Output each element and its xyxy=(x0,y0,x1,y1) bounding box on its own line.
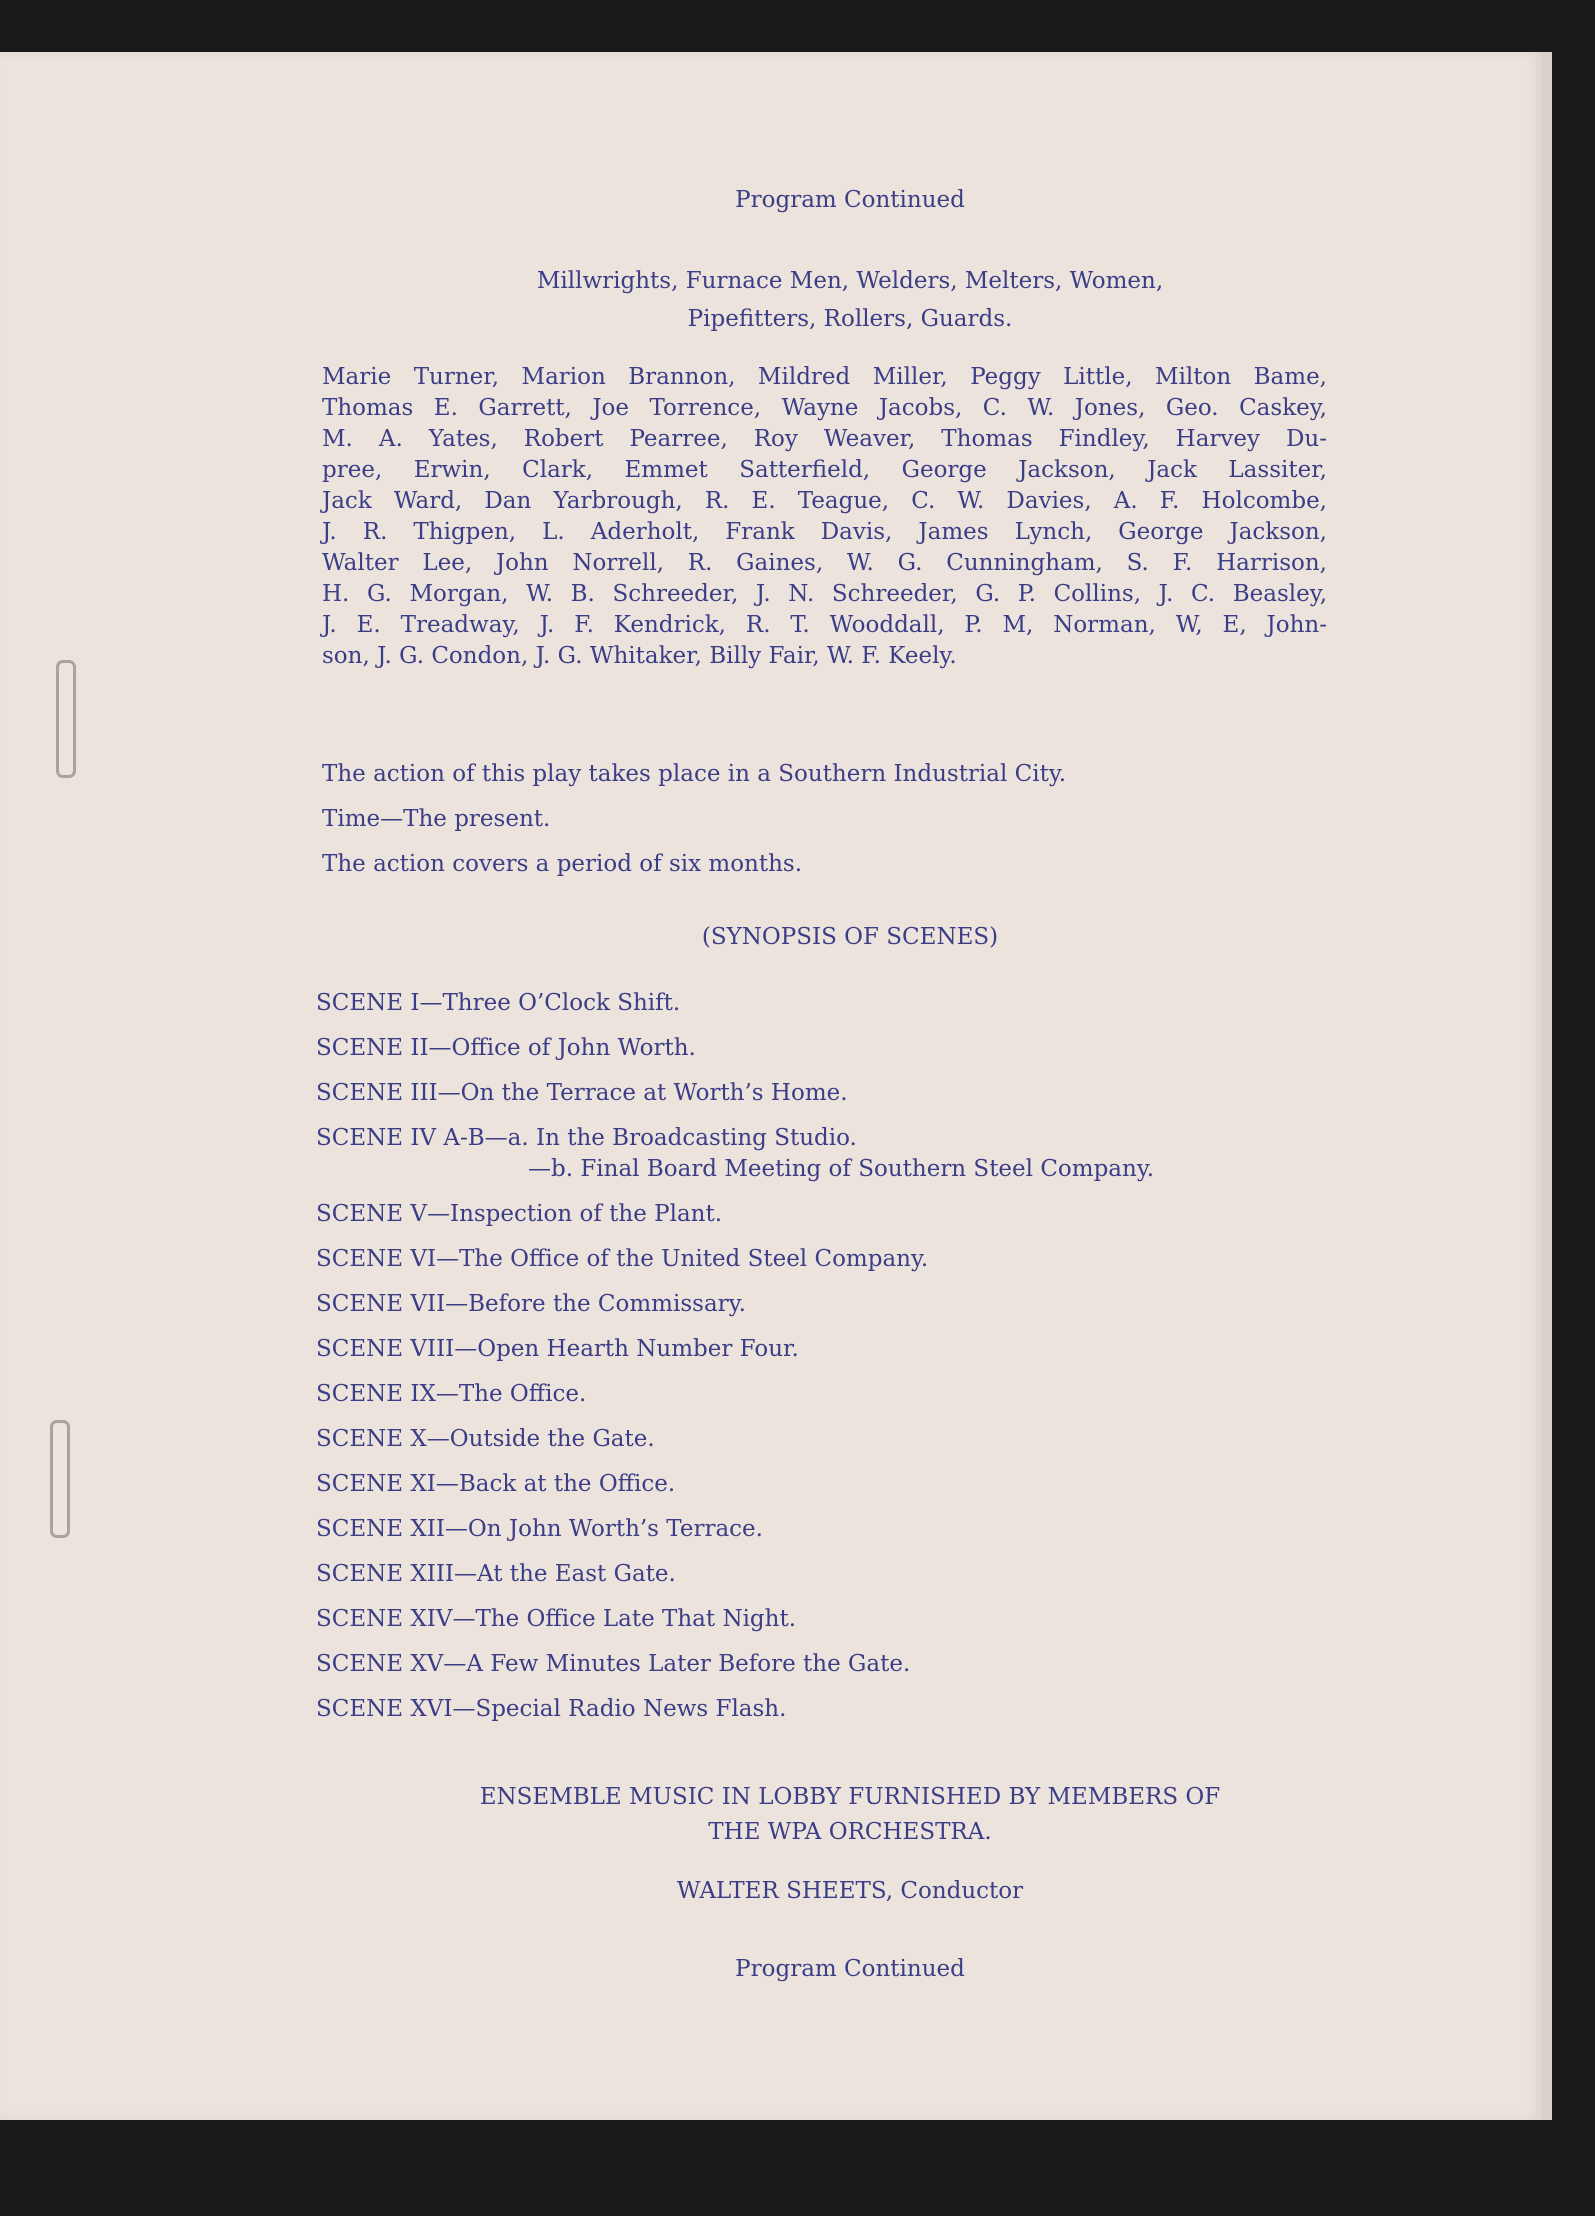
cast-line: J. R. Thigpen, L. Aderholt, Frank Davis, James Lynch, George Jackson, xyxy=(322,519,1327,545)
scene-item: SCENE VIII—Open Hearth Number Four. xyxy=(316,1336,799,1362)
setting-place: The action of this play takes place in a Southern Industrial City. xyxy=(322,761,1067,787)
scene-subitem: —b. Final Board Meeting of Southern Steel Company. xyxy=(528,1156,1155,1182)
music-line-1: ENSEMBLE MUSIC IN LOBBY FURNISHED BY MEMBERS OF xyxy=(479,1784,1221,1810)
scene-item: SCENE XIII—At the East Gate. xyxy=(316,1561,676,1587)
cast-line: H. G. Morgan, W. B. Schreeder, J. N. Schreeder, G. P. Collins, J. C. Beasley, xyxy=(322,581,1327,607)
cast-line: Marie Turner, Marion Brannon, Mildred Miller, Peggy Little, Milton Bame, xyxy=(322,364,1327,390)
page-footer: Program Continued xyxy=(735,1956,965,1982)
roles-line-1: Millwrights, Furnace Men, Welders, Melters, Women, xyxy=(536,268,1164,294)
roles-list xyxy=(0,262,1595,338)
music-line-2: THE WPA ORCHESTRA. xyxy=(708,1819,992,1845)
page-header: Program Continued xyxy=(735,187,965,213)
scene-item: SCENE III—On the Terrace at Worth’s Home. xyxy=(316,1080,848,1106)
scene-item-double xyxy=(316,1123,1316,1199)
scene-item: SCENE IX—The Office. xyxy=(316,1381,587,1407)
conductor-credit: WALTER SHEETS, Conductor xyxy=(676,1878,1024,1904)
setting-time: Time—The present. xyxy=(322,806,551,832)
staple-top xyxy=(56,660,76,778)
cast-line: pree, Erwin, Clark, Emmet Satterfield, George Jackson, Jack Lassiter, xyxy=(322,457,1327,483)
scene-item: SCENE XII—On John Worth’s Terrace. xyxy=(316,1516,763,1542)
synopsis-title: (SYNOPSIS OF SCENES) xyxy=(701,924,999,950)
scene-item: SCENE V—Inspection of the Plant. xyxy=(316,1201,723,1227)
scene-item: SCENE VII—Before the Commissary. xyxy=(316,1291,746,1317)
scene-item: SCENE I—Three O’Clock Shift. xyxy=(316,990,681,1016)
scene-list xyxy=(316,988,1316,1739)
scene-item: SCENE VI—The Office of the United Steel Company. xyxy=(316,1246,929,1272)
cast-list xyxy=(322,362,1327,672)
scene-item: SCENE XV—A Few Minutes Later Before the Gate. xyxy=(316,1651,911,1677)
cast-line: Jack Ward, Dan Yarbrough, R. E. Teague, C. W. Davies, A. F. Holcombe, xyxy=(322,488,1327,514)
music-credit xyxy=(0,1780,1595,1850)
scene-item: SCENE XIV—The Office Late That Night. xyxy=(316,1606,797,1632)
cast-line: son, J. G. Condon, J. G. Whitaker, Billy Fair, W. F. Keely. xyxy=(322,643,957,669)
cast-line: Thomas E. Garrett, Joe Torrence, Wayne Jacobs, C. W. Jones, Geo. Caskey, xyxy=(322,395,1327,421)
roles-line-2: Pipefitters, Rollers, Guards. xyxy=(687,306,1013,332)
cast-line: M. A. Yates, Robert Pearree, Roy Weaver, Thomas Findley, Harvey Du- xyxy=(322,426,1327,452)
staple-bottom xyxy=(50,1420,70,1538)
scene-item: SCENE XI—Back at the Office. xyxy=(316,1471,676,1497)
scene-item: SCENE XVI—Special Radio News Flash. xyxy=(316,1696,787,1722)
scene-item: SCENE X—Outside the Gate. xyxy=(316,1426,655,1452)
scene-item: SCENE II—Office of John Worth. xyxy=(316,1035,696,1061)
setting-info xyxy=(322,752,1327,887)
cast-line: Walter Lee, John Norrell, R. Gaines, W. G. Cunningham, S. F. Harrison, xyxy=(322,550,1327,576)
scene-item: SCENE IV A-B—a. In the Broadcasting Studio. xyxy=(316,1125,857,1151)
setting-period: The action covers a period of six months. xyxy=(322,851,803,877)
cast-line: J. E. Treadway, J. F. Kendrick, R. T. Wooddall, P. M, Norman, W, E, John- xyxy=(322,612,1327,638)
